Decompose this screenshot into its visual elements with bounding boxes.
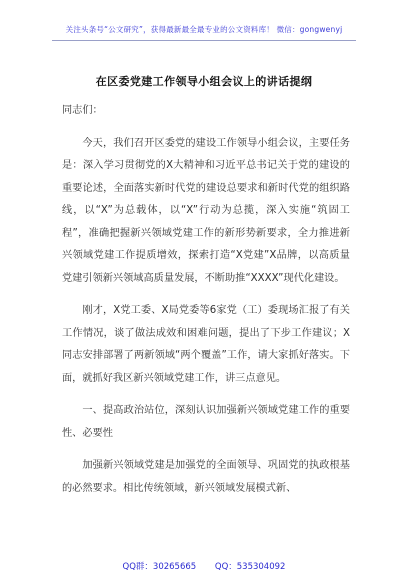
paragraph-section-1: 加强新兴领域党建是加强党的全面领导、巩固党的执政根基的必然要求。相比传统领域，新兴领域发展模式新、 <box>62 460 350 494</box>
section-heading-1: 一、提高政治站位，深刻认识加强新兴领域党建工作的重要性、必要性 <box>62 405 350 439</box>
footer-contact <box>0 560 408 572</box>
footer-qq-group: QQ群：30265665 <box>122 562 197 572</box>
salutation: 同志们： <box>62 105 103 116</box>
footer-qq: QQ：535304092 <box>214 562 286 572</box>
document-title: 在区委党建工作领导小组会议上的讲话提纲 <box>95 75 313 88</box>
paragraph-report: 刚才，X党工委、X局党委等6家党（工）委现场汇报了有关工作情况，谈了做法成效和困难问题，提出了下步工作建议；X同志安排部署了两新领域“两个覆盖”工作，请大家抓好落实。下面，就抓好我区新兴领域党建工作，讲三点意见。 <box>62 305 350 384</box>
header-banner: 关注头条号“公文研究”，获得最新最全最专业的公文资料库！ 微信：gongwenyj <box>65 25 343 34</box>
document-body <box>62 100 350 510</box>
header-divider <box>52 40 356 41</box>
paragraph-intro: 今天，我们召开区委党的建设工作领导小组会议，主要任务是：深入学习贯彻党的X大精神和习近平总书记关于党的建设的重要论述，全面落实新时代党的建设总要求和新时代党的组织路线，以“X”为总载体，以“X”行动为总揽，深入实施“筑固工程”，准确把握新兴领域党建工作的新形势新要求，全力推进新兴领域党建工作提质增效，探索打造“X党建”X品牌，以高质量党建引领新兴领域高质量发展，不断助推“XXXX”现代化建设。 <box>62 137 350 284</box>
